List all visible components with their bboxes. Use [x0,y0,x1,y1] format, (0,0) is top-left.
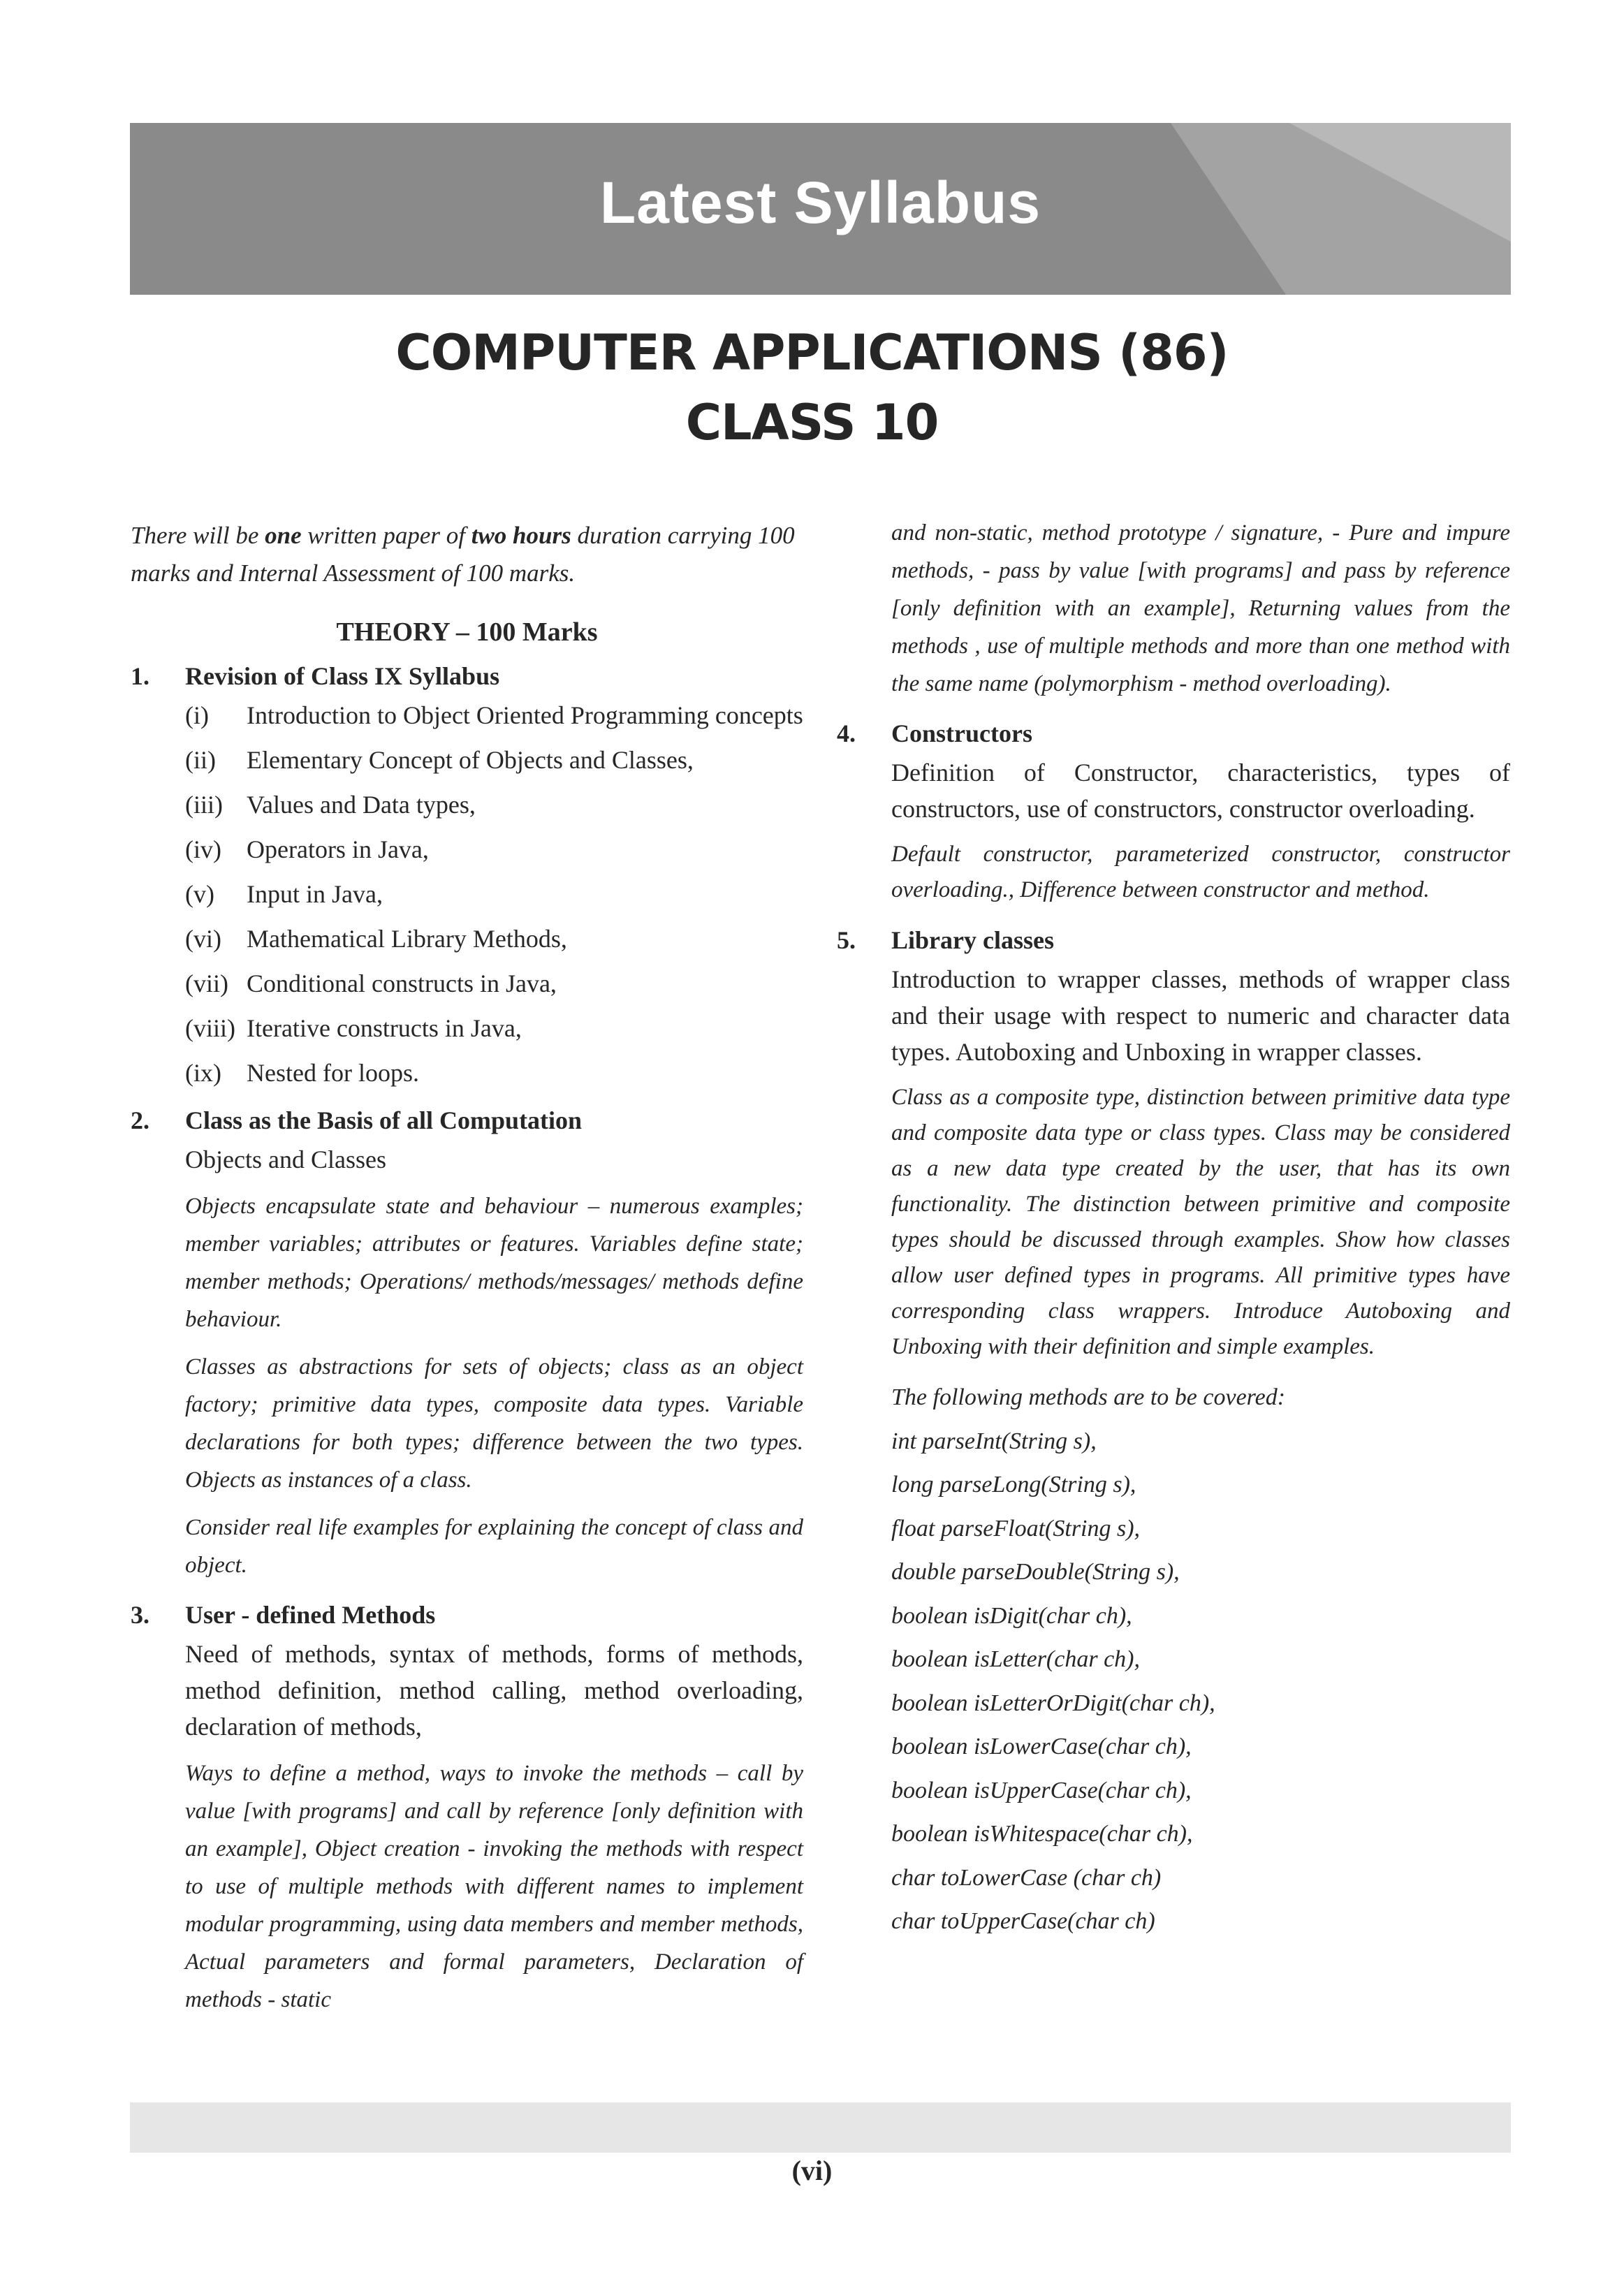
list-item: (iv) Operators in Java, [185,835,429,863]
method-item: int parseInt(String s), [891,1428,1097,1454]
left-column [131,517,803,2028]
section-note: Default constructor, parameterized constructor, constructor overloading., Difference between constructor and method. [891,842,1510,902]
list-item: (viii) Iterative constructs in Java, [185,1014,522,1042]
method-item: double parseDouble(String s), [891,1559,1180,1585]
footer-band [130,2102,1511,2153]
methods-list [891,1420,1510,1944]
section-note: Objects encapsulate state and behaviour – numerous examples; member variables; attributes or features. Variables define state; member methods; Operations/ methods/messages/ methods define behaviour. [185,1194,803,1332]
list-item: (ix) Nested for loops. [185,1059,419,1087]
intro-paragraph: There will be one written paper of two hours duration carrying 100 marks and Internal Assessment of 100 marks. [131,522,795,587]
list-item: (ii) Elementary Concept of Objects and Classes, [185,746,694,774]
list-item: (vii) Conditional constructs in Java, [185,969,557,997]
method-item: boolean isLowerCase(char ch), [891,1734,1192,1759]
section-3-body [185,1636,803,2019]
list-item: (vi) Mathematical Library Methods, [185,925,567,953]
section-heading: 2. Class as the Basis of all Computation [131,1106,583,1134]
section-note-continued: and non-static, method prototype / signature, - Pure and impure methods, - pass by value [with programs] and pass by reference [only definition with an example], Returning values from the methods , use of multiple methods and more than one method with the same name (polymorphism - method overloading). [891,520,1510,696]
method-item: float parseFloat(String s), [891,1515,1141,1542]
methods-intro: The following methods are to be covered: [891,1384,1286,1410]
method-item: boolean isLetter(char ch), [891,1646,1140,1672]
list-item: (v) Input in Java, [185,880,383,908]
list-item: (i) Introduction to Object Oriented Programming concepts [185,701,803,729]
method-item: boolean isUpperCase(char ch), [891,1777,1192,1803]
section-note: Class as a composite type, distinction between primitive data type and composite data type or class types. Class may be considered as a new data type created by the user, that has its own functionality. The distinction between primitive and composite types should be discussed through examples. Show how classes allow user defined types in programs. All primitive types have corresponding class wrappers. Introduce Autoboxing and Unboxing with their definition and simple examples. [891,1085,1510,1359]
section-2-body [185,1141,803,1584]
section-heading: 1. Revision of Class IX Syllabus [131,662,500,690]
section-heading: 3. User - defined Methods [131,1601,436,1629]
section-note: Ways to define a method, ways to invoke the methods – call by value [with programs] and call by reference [only definition with an example], Object creation - invoking the methods with respect to use of multiple methods with different names to implement modular programming, using data members and member methods, Actual parameters and formal parameters, Declaration of methods - static [185,1761,803,2012]
section-note: Classes as abstractions for sets of objects; class as an object factory; primitive data types, composite data types. Variable declarations for both types; difference between the two types. Objects as instances of a class. [185,1354,803,1493]
section-heading: 4. Constructors [837,719,1032,747]
section-1-items [185,697,803,1091]
page-number: (vi) [791,2155,833,2186]
section-text: Need of methods, syntax of methods, forms of methods, method definition, method calling, method overloading, declaration of methods, [185,1640,803,1741]
header-banner [130,123,1511,295]
section-text: Introduction to wrapper classes, methods of wrapper class and their usage with respect to numeric and character data types. Autoboxing and Unboxing in wrapper classes. [891,965,1510,1066]
method-item: boolean isLetterOrDigit(char ch), [891,1690,1215,1716]
page-title: COMPUTER APPLICATIONS (86) [395,324,1229,381]
banner-title: Latest Syllabus [599,170,1041,235]
right-column [837,517,1510,1944]
method-item: long parseLong(String s), [891,1472,1136,1498]
section-heading: 5. Library classes [837,926,1054,954]
section-note: Consider real life examples for explaining the concept of class and object. [185,1515,803,1578]
method-item: boolean isWhitespace(char ch), [891,1821,1193,1847]
section-text: Objects and Classes [185,1145,386,1173]
list-item: (iii) Values and Data types, [185,791,476,819]
method-item: char toLowerCase (char ch) [891,1864,1162,1891]
method-item: char toUpperCase(char ch) [891,1908,1155,1934]
section-text: Definition of Constructor, characteristics, types of constructors, use of constructors, constructor overloading. [891,759,1510,823]
method-item: boolean isDigit(char ch), [891,1602,1132,1629]
theory-heading: THEORY – 100 Marks [336,617,598,647]
page-subtitle: CLASS 10 [685,394,939,451]
